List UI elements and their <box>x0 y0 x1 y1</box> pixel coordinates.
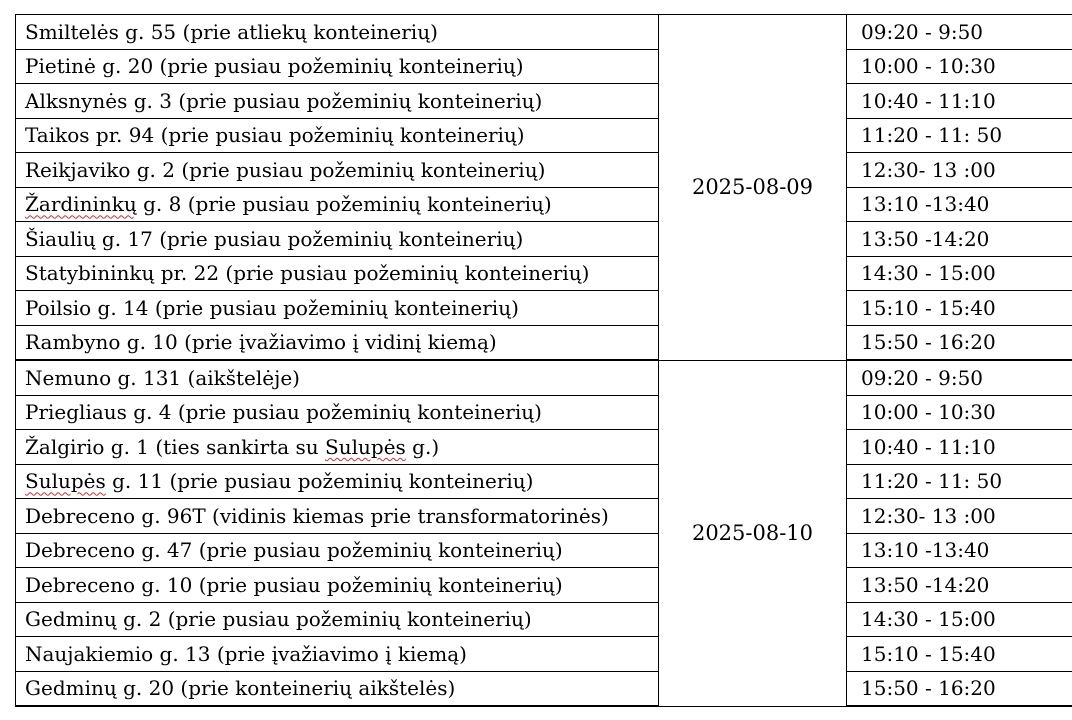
table-row <box>16 118 1072 153</box>
table-row <box>16 187 1072 222</box>
location-cell: Priegliaus g. 4 (prie pusiau požeminių konteinerių) <box>16 395 659 430</box>
location-cell: Gedminų g. 2 (prie pusiau požeminių konteinerių) <box>16 602 659 637</box>
spellcheck-flagged-word: Žardininkų <box>25 192 137 217</box>
table-row <box>16 360 1072 395</box>
schedule-table-body <box>16 15 1072 707</box>
time-cell: 09:20 - 9:50 <box>847 360 1072 395</box>
time-cell: 14:30 - 15:00 <box>847 602 1072 637</box>
location-cell: Žalgirio g. 1 (ties sankirta su Sulupės g.) <box>16 430 659 465</box>
time-cell: 15:50 - 16:20 <box>847 325 1072 360</box>
location-cell: Sulupės g. 11 (prie pusiau požeminių konteinerių) <box>16 464 659 499</box>
time-cell: 15:10 - 15:40 <box>847 637 1072 672</box>
location-cell: Rambyno g. 10 (prie įvažiavimo į vidinį kiemą) <box>16 325 659 360</box>
table-row <box>16 153 1072 188</box>
date-cell: 2025-08-09 <box>659 15 847 361</box>
location-cell: Poilsio g. 14 (prie pusiau požeminių konteinerių) <box>16 291 659 326</box>
time-cell: 09:20 - 9:50 <box>847 15 1072 50</box>
location-cell: Nemuno g. 131 (aikštelėje) <box>16 360 659 395</box>
spellcheck-flagged-word: Sulupės <box>325 434 406 459</box>
time-cell: 10:40 - 11:10 <box>847 430 1072 465</box>
time-cell: 10:40 - 11:10 <box>847 84 1072 119</box>
table-row <box>16 464 1072 499</box>
location-cell: Žardininkų g. 8 (prie pusiau požeminių konteinerių) <box>16 187 659 222</box>
table-row <box>16 568 1072 603</box>
table-row <box>16 325 1072 360</box>
table-row <box>16 395 1072 430</box>
time-cell: 13:50 -14:20 <box>847 222 1072 257</box>
time-cell: 13:10 -13:40 <box>847 187 1072 222</box>
location-cell: Gedminų g. 20 (prie konteinerių aikštelės) <box>16 671 659 706</box>
table-row <box>16 430 1072 465</box>
time-cell: 13:10 -13:40 <box>847 533 1072 568</box>
table-row <box>16 15 1072 50</box>
location-cell: Taikos pr. 94 (prie pusiau požeminių konteinerių) <box>16 118 659 153</box>
location-cell: Debreceno g. 96T (vidinis kiemas prie transformatorinės) <box>16 499 659 534</box>
date-cell: 2025-08-10 <box>659 360 847 706</box>
time-cell: 15:50 - 16:20 <box>847 671 1072 706</box>
time-cell: 10:00 - 10:30 <box>847 49 1072 84</box>
schedule-table <box>15 14 1072 707</box>
table-row <box>16 49 1072 84</box>
location-cell: Statybininkų pr. 22 (prie pusiau požeminių konteinerių) <box>16 256 659 291</box>
table-row <box>16 499 1072 534</box>
location-cell: Debreceno g. 10 (prie pusiau požeminių konteinerių) <box>16 568 659 603</box>
table-row <box>16 256 1072 291</box>
time-cell: 11:20 - 11: 50 <box>847 118 1072 153</box>
time-cell: 15:10 - 15:40 <box>847 291 1072 326</box>
table-row <box>16 602 1072 637</box>
location-cell: Reikjaviko g. 2 (prie pusiau požeminių konteinerių) <box>16 153 659 188</box>
table-row <box>16 222 1072 257</box>
time-cell: 10:00 - 10:30 <box>847 395 1072 430</box>
location-cell: Smiltelės g. 55 (prie atliekų konteinerių) <box>16 15 659 50</box>
location-cell: Pietinė g. 20 (prie pusiau požeminių konteinerių) <box>16 49 659 84</box>
table-row <box>16 84 1072 119</box>
table-row <box>16 671 1072 706</box>
table-row <box>16 291 1072 326</box>
spellcheck-flagged-word: Sulupės <box>25 469 106 494</box>
location-cell: Debreceno g. 47 (prie pusiau požeminių konteinerių) <box>16 533 659 568</box>
table-row <box>16 637 1072 672</box>
location-cell: Alksnynės g. 3 (prie pusiau požeminių konteinerių) <box>16 84 659 119</box>
time-cell: 12:30- 13 :00 <box>847 153 1072 188</box>
time-cell: 13:50 -14:20 <box>847 568 1072 603</box>
time-cell: 11:20 - 11: 50 <box>847 464 1072 499</box>
time-cell: 12:30- 13 :00 <box>847 499 1072 534</box>
time-cell: 14:30 - 15:00 <box>847 256 1072 291</box>
location-cell: Naujakiemio g. 13 (prie įvažiavimo į kiemą) <box>16 637 659 672</box>
table-row <box>16 533 1072 568</box>
location-cell: Šiaulių g. 17 (prie pusiau požeminių konteinerių) <box>16 222 659 257</box>
